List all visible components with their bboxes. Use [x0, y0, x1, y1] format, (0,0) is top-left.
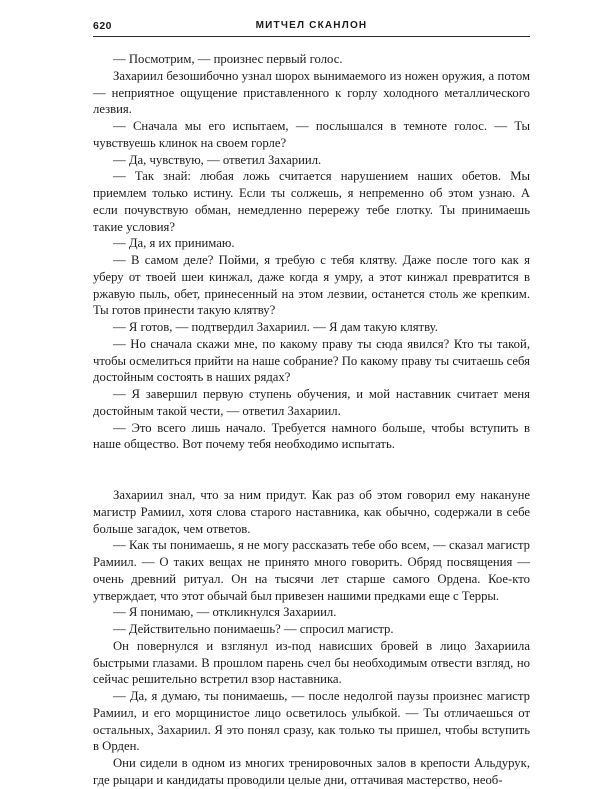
paragraph: — Я понимаю, — откликнулся Захариил. — [113, 605, 337, 620]
page-header — [93, 14, 530, 37]
paragraph: — Да, я думаю, ты понимаешь, — после недолгой паузы произнес магистр Рамиил, и его морщинистое лицо осветилось улыбкой. — Ты отличаешься от остальных, Захариил. Я это понял сразу, как только ты пришел, чтобы вступить в Орден. — [93, 689, 530, 754]
paragraph: Захариил безошибочно узнал шорох вынимаемого из ножен оружия, а потом — неприятное ощущение приставленного к горлу холодного металлического лезвия. — [93, 68, 530, 117]
paragraph: — Действительно понимаешь? — спросил магистр. — [113, 622, 394, 636]
paragraph: — Да, я их принимаю. — [113, 236, 235, 251]
paragraph: — Да, чувствую, — ответил Захариил. — [113, 152, 322, 167]
paragraph: — Как ты понимаешь, я не могу рассказать тебе обо всем, — сказал магистр Рамиил. — О таких вещах не принято много говорить. Обряд посвящения — очень древний ритуал. Он на тысячи лет старше самого Ордена. Кое-кто утверждает, что этот обычай был привезен нашими предками еще с Терры. — [93, 538, 530, 603]
page-number: 620 — [93, 20, 113, 32]
paragraph: Захариил знал, что за ним придут. Как раз об этом говорил ему накануне магистр Рамиил, хотя слова старого наставника, как обычно, содержали в себе больше загадок, чем ответов. — [93, 488, 530, 536]
paragraph: — В самом деле? Пойми, я требую с тебя клятву. Даже после того как я уберу от твоей шеи кинжал, даже когда я умру, а этот кинжал превратится в ржавую пыль, обет, принесенный на этом лезвии, останется столь же крепким. Ты готов принести такую клятву? — [93, 253, 530, 318]
paragraph: Они сидели в одном из многих тренировочных залов в крепости Альдурук, где рыцари и кандидаты проводили целые дни, оттачивая мастерство, необ- — [93, 756, 530, 787]
paragraph: — Так знай: любая ложь считается нарушением наших обетов. Мы приемлем только истину. Если ты солжешь, я непременно об этом узнаю. А если почувствую обман, немедленно перережу тебе глотку. Ты принимаешь такие условия? — [93, 169, 530, 234]
paragraph: — Я завершил первую ступень обучения, и мой наставник считает меня достойным такой чести, — ответил Захариил. — [93, 387, 530, 418]
section-break — [93, 453, 530, 487]
paragraph: — Это всего лишь начало. Требуется намного больше, чтобы вступить в наше общество. Вот почему тебя необходимо испытать. — [93, 420, 530, 452]
running-head-author: МИТЧЕЛ СКАНЛОН — [255, 20, 368, 31]
paragraph: Он повернулся и взглянул из-под нависших бровей в лицо Захариила быстрыми глазами. В прошлом парень счел бы необходимым отвести взгляд, но сейчас решительно встретил взор наставника. — [93, 638, 530, 687]
paragraph: — Сначала мы его испытаем, — послышался в темноте голос. — Ты чувствуешь клинок на своем горле? — [93, 119, 530, 150]
paragraph: — Я готов, — подтвердил Захариил. — Я дам такую клятву. — [113, 320, 438, 334]
paragraph: — Но сначала скажи мне, по какому праву ты сюда явился? Кто ты такой, чтобы осмелиться прийти на наше собрание? По какому праву ты считаешь себя достойным состоять в наших рядах? — [93, 336, 530, 385]
paragraph: — Посмотрим, — произнес первый голос. — [113, 52, 343, 66]
body-text — [93, 51, 530, 789]
